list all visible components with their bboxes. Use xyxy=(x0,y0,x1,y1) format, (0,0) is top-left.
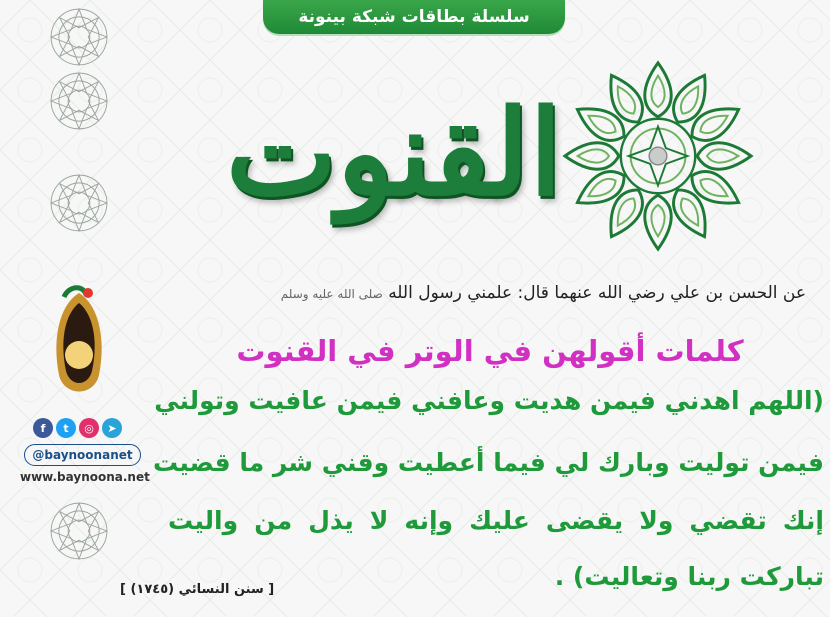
instagram-icon[interactable]: ◎ xyxy=(79,418,99,438)
honorific: صلى الله عليه وسلم xyxy=(280,287,383,301)
side-rosette-ornament xyxy=(48,6,110,68)
baynoona-logo xyxy=(44,285,114,410)
website-link[interactable]: www.baynoona.net xyxy=(20,470,150,484)
twitter-icon[interactable]: t xyxy=(56,418,76,438)
social-handle[interactable]: @baynoonanet xyxy=(24,444,141,466)
series-banner xyxy=(263,0,565,34)
chain-text: عن الحسن بن علي رضي الله عنهما قال: علمني رسول الله xyxy=(388,283,806,303)
dua-line: فيمن توليت وبارك لي فيما أعطيت وقني شر ما قضيت xyxy=(152,448,824,477)
facebook-icon[interactable]: f xyxy=(33,418,53,438)
card-title: القنوت xyxy=(225,83,562,222)
dua-heading: كلمات أقولهن في الوتر في القنوت xyxy=(236,334,744,368)
telegram-icon[interactable]: ➤ xyxy=(102,418,122,438)
side-rosette-ornament xyxy=(48,500,110,562)
series-title: سلسلة بطاقات شبكة بينونة xyxy=(298,7,530,27)
side-rosette-ornament xyxy=(48,70,110,132)
side-rosette-ornament xyxy=(48,172,110,234)
dua-line: إنك تقضي ولا يقضى عليك وإنه لا يذل من واليت xyxy=(168,506,824,535)
big-rosette-ornament xyxy=(560,58,756,254)
dua-line: تباركت ربنا وتعاليت) . xyxy=(554,562,824,591)
hadith-source: [ سنن النسائي (١٧٤٥) ] xyxy=(120,582,275,597)
dua-line: (اللهم اهدني فيمن هديت وعافني فيمن عافيت وتولني xyxy=(154,386,824,415)
social-icons xyxy=(33,418,122,438)
narration-chain xyxy=(190,283,806,303)
